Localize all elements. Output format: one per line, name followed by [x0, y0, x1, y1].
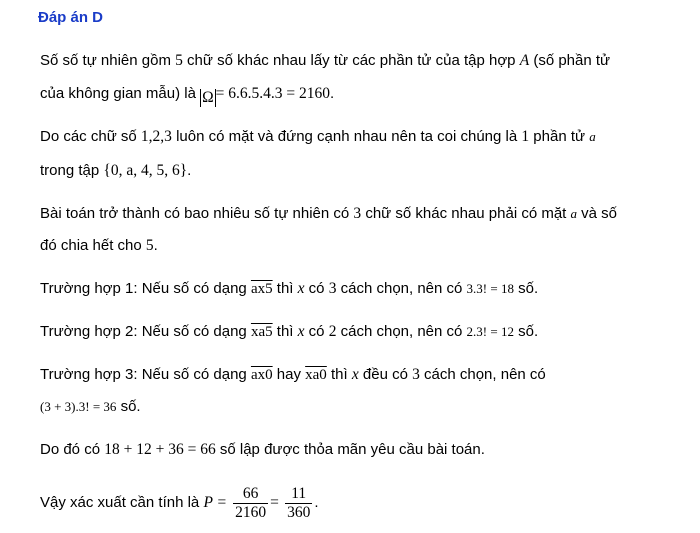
- text: Trường hợp 3: Nếu số có dạng: [40, 366, 251, 383]
- text: Trường hợp 1: Nếu số có dạng: [40, 280, 251, 297]
- text: phần tử: [529, 128, 590, 145]
- math-x: x: [351, 366, 359, 383]
- text: số.: [116, 398, 141, 415]
- case-2: [40, 322, 538, 342]
- math-three: 3: [412, 366, 420, 383]
- text: chữ số khác nhau lấy từ các phần tử của tập hợp: [182, 52, 520, 69]
- text: có: [304, 323, 329, 340]
- text: Trường hợp 2: Nếu số có dạng: [40, 323, 251, 340]
- text: .: [314, 494, 319, 511]
- math-total-66: 18 + 12 + 36 = 66: [104, 441, 216, 458]
- text: .: [187, 162, 192, 179]
- text: thì: [272, 280, 298, 297]
- case-3-line-2: [40, 397, 141, 417]
- math-two: 2: [328, 323, 337, 340]
- text: số lập được thỏa mãn yêu cầu bài toán.: [215, 441, 485, 458]
- math-form-ax5: ax5: [250, 281, 273, 297]
- text: .: [330, 85, 335, 102]
- math-element-a: a: [589, 129, 596, 144]
- text: số.: [513, 280, 539, 297]
- text: chữ số khác nhau phải có mặt: [361, 205, 571, 222]
- text: Do đó có: [40, 441, 105, 458]
- fraction-numerator: 11: [291, 484, 307, 502]
- paragraph-3-line-2: [40, 236, 158, 256]
- math-set: {0, a, 4, 5, 6}: [103, 162, 188, 179]
- math-form-ax0: ax0: [250, 367, 273, 383]
- math-one: 1: [521, 128, 530, 145]
- paragraph-3-line-1: [40, 204, 617, 224]
- paragraph-1-line-2: [40, 84, 334, 107]
- math-equals: =: [270, 494, 279, 511]
- math-sample-space: = 6.6.5.4.3 = 2160: [215, 85, 330, 102]
- text: Do các chữ số: [40, 128, 141, 145]
- case-1: [40, 279, 538, 299]
- math-five: 5: [145, 237, 154, 254]
- text: thì: [326, 366, 352, 383]
- probability-line: [40, 483, 318, 523]
- text: đó chia hết cho: [40, 237, 146, 254]
- paragraph-1-line-1: [40, 51, 610, 71]
- math-form-xa5: xa5: [250, 324, 273, 340]
- text: .: [153, 237, 158, 254]
- text: đều có: [358, 366, 413, 383]
- fraction-11-360: [285, 485, 312, 522]
- text: Số số tự nhiên gồm: [40, 52, 176, 69]
- math-three: 3: [328, 280, 337, 297]
- math-element-a: a: [570, 206, 577, 221]
- math-x: x: [297, 280, 305, 297]
- text: của không gian mẫu) là: [40, 85, 201, 102]
- total-paragraph: [40, 440, 485, 460]
- case-3-line-1: [40, 365, 546, 385]
- math-x: x: [297, 323, 305, 340]
- math-count-36: (3 + 3).3! = 36: [40, 399, 117, 414]
- math-five: 5: [175, 52, 183, 69]
- math-three: 3: [353, 205, 362, 222]
- text: (số phần tử: [529, 52, 611, 69]
- fraction-66-2160: [233, 485, 268, 522]
- text: cách chọn, nên có: [419, 366, 546, 383]
- text: số.: [513, 323, 539, 340]
- answer-title: Đáp án D: [38, 9, 104, 26]
- math-omega-abs: Ω: [202, 89, 214, 106]
- text: cách chọn, nên có: [336, 323, 467, 340]
- text: Bài toán trở thành có bao nhiêu số tự nhiên có: [40, 205, 354, 222]
- math-count-18: 3.3! = 18: [466, 281, 514, 296]
- paragraph-2-line-2: [40, 161, 191, 181]
- math-p-equals: P =: [203, 494, 227, 511]
- paragraph-2-line-1: [40, 127, 596, 147]
- text: cách chọn, nên có: [336, 280, 467, 297]
- fraction-denominator: 2160: [235, 503, 267, 521]
- math-count-12: 2.3! = 12: [466, 324, 514, 339]
- text: thì: [272, 323, 298, 340]
- math-digits: 1,2,3: [140, 128, 172, 145]
- fraction-denominator: 360: [287, 503, 311, 521]
- math-form-xa0: xa0: [305, 367, 327, 383]
- text: hay: [272, 366, 306, 383]
- text: trong tập: [40, 162, 104, 179]
- fraction-numerator: 66: [242, 484, 259, 502]
- text: có: [304, 280, 329, 297]
- text: luôn có mặt và đứng cạnh nhau nên ta coi chúng là: [171, 128, 522, 145]
- text: Vậy xác xuất cần tính là: [40, 494, 204, 511]
- text: và số: [577, 205, 618, 222]
- math-set-a: A: [519, 52, 530, 69]
